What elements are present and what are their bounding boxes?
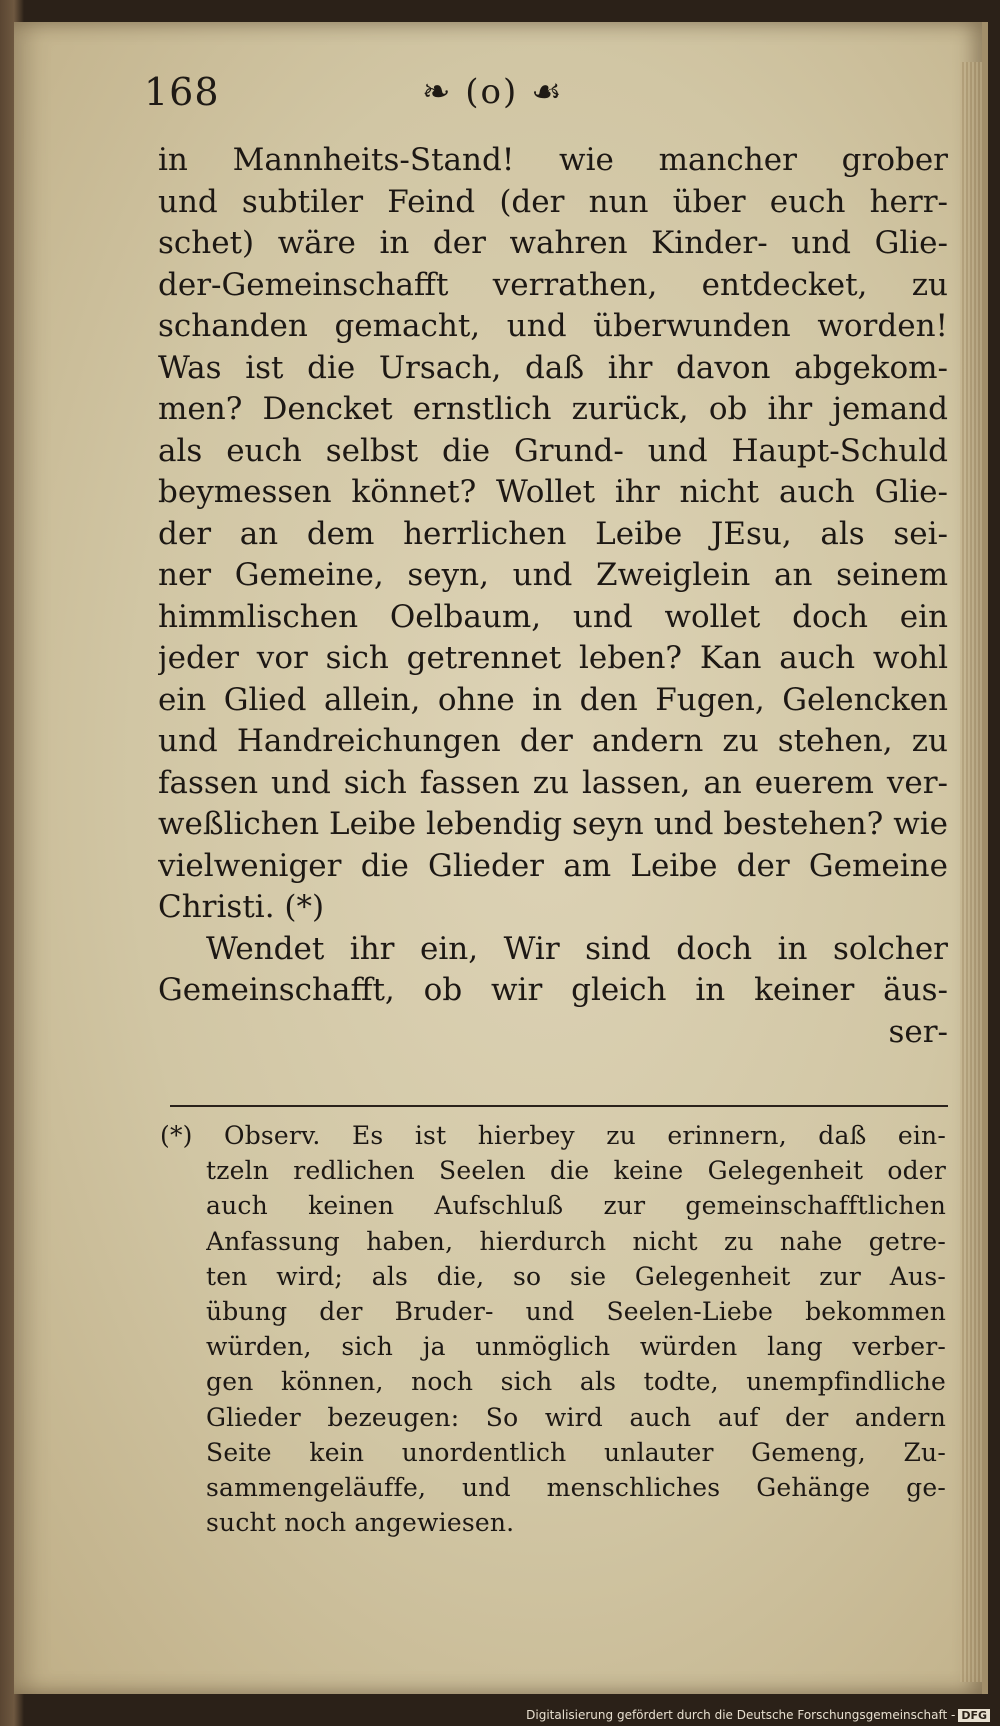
text-line: Wendet ihr ein, Wir sind doch in solcher	[206, 930, 948, 967]
text-line: fassen und sich fassen zu lassen, an euerem ver-	[158, 764, 948, 801]
text-line: men? Dencket ernstlich zurück, ob ihr jemand	[158, 391, 948, 427]
digitization-credit	[526, 1708, 990, 1722]
text-line: Was ist die Ursach, daß ihr davon abgekom-	[158, 349, 948, 386]
footnote-line: Glieder bezeugen: So wird auch auf der andern	[206, 1402, 946, 1432]
text-line: der an dem herrlichen Leibe JEsu, als sei-	[158, 515, 948, 552]
footnote-line: gen können, noch sich als todte, unempfindliche	[206, 1367, 946, 1397]
text-line: Gemeinschafft, ob wir gleich in keiner äus-	[158, 972, 948, 1008]
digitization-note: Digitalisierung gefördert durch die Deutsche Forschungsgemeinschaft -	[526, 1708, 956, 1722]
footnote-line: (*) Observ. Es ist hierbey zu erinnern, daß ein-	[160, 1121, 946, 1150]
footnote-line: sammengeläuffe, und menschliches Gehänge ge-	[206, 1473, 946, 1503]
text-line: schanden gemacht, und überwunden worden!	[158, 308, 948, 344]
footnote-line: ten wird; als die, so sie Gelegenheit zur Aus-	[206, 1261, 946, 1291]
page-header	[144, 70, 944, 130]
page-edge	[960, 62, 982, 1682]
text-line: ner Gemeine, seyn, und Zweiglein an seinem	[158, 557, 948, 593]
catchword: ser-	[888, 1013, 948, 1050]
footnote-block	[160, 1118, 946, 1540]
footnote-line: sucht noch angewiesen.	[206, 1508, 515, 1538]
header-ornament: ❧ (o) ☙	[422, 72, 564, 112]
footnote-line: Seite kein unordentlich unlauter Gemeng, Zu-	[206, 1437, 946, 1467]
text-line: in Mannheits-Stand! wie mancher grober	[158, 142, 948, 178]
main-text-block	[158, 140, 948, 1053]
text-line: der-Gemeinschafft verrathen, entdecket, zu	[158, 266, 948, 303]
text-line: himmlischen Oelbaum, und wollet doch ein	[158, 598, 948, 635]
text-line: Christi. (*)	[158, 889, 325, 925]
footnote-line: würden, sich ja unmöglich würden lang verber-	[206, 1332, 946, 1362]
text-line: jeder vor sich getrennet leben? Kan auch wohl	[158, 640, 948, 676]
text-line: und subtiler Feind (der nun über euch herr-	[158, 183, 948, 220]
dfg-logo: DFG	[958, 1709, 990, 1722]
text-line: ein Glied allein, ohne in den Fugen, Gelencken	[158, 681, 948, 718]
footnote-line: übung der Bruder- und Seelen-Liebe bekommen	[206, 1297, 946, 1327]
footnote-line: auch keinen Aufschluß zur gemeinschafftlichen	[206, 1191, 946, 1221]
text-line: als euch selbst die Grund- und Haupt-Schuld	[158, 432, 948, 469]
text-line: weßlichen Leibe lebendig seyn und bestehen? wie	[158, 806, 948, 842]
page-number: 168	[144, 70, 220, 114]
footnote-line: Anfassung haben, hierdurch nicht zu nahe getre-	[206, 1226, 946, 1256]
text-line: und Handreichungen der andern zu stehen, zu	[158, 723, 948, 759]
text-line: schet) wäre in der wahren Kinder- und Glie-	[158, 225, 948, 261]
text-line: beymessen könnet? Wollet ihr nicht auch Glie-	[158, 474, 948, 510]
text-line: vielweniger die Glieder am Leibe der Gemeine	[158, 847, 948, 884]
footnote-divider	[170, 1105, 948, 1107]
footnote-line: tzeln redlichen Seelen die keine Gelegenheit oder	[206, 1156, 946, 1186]
